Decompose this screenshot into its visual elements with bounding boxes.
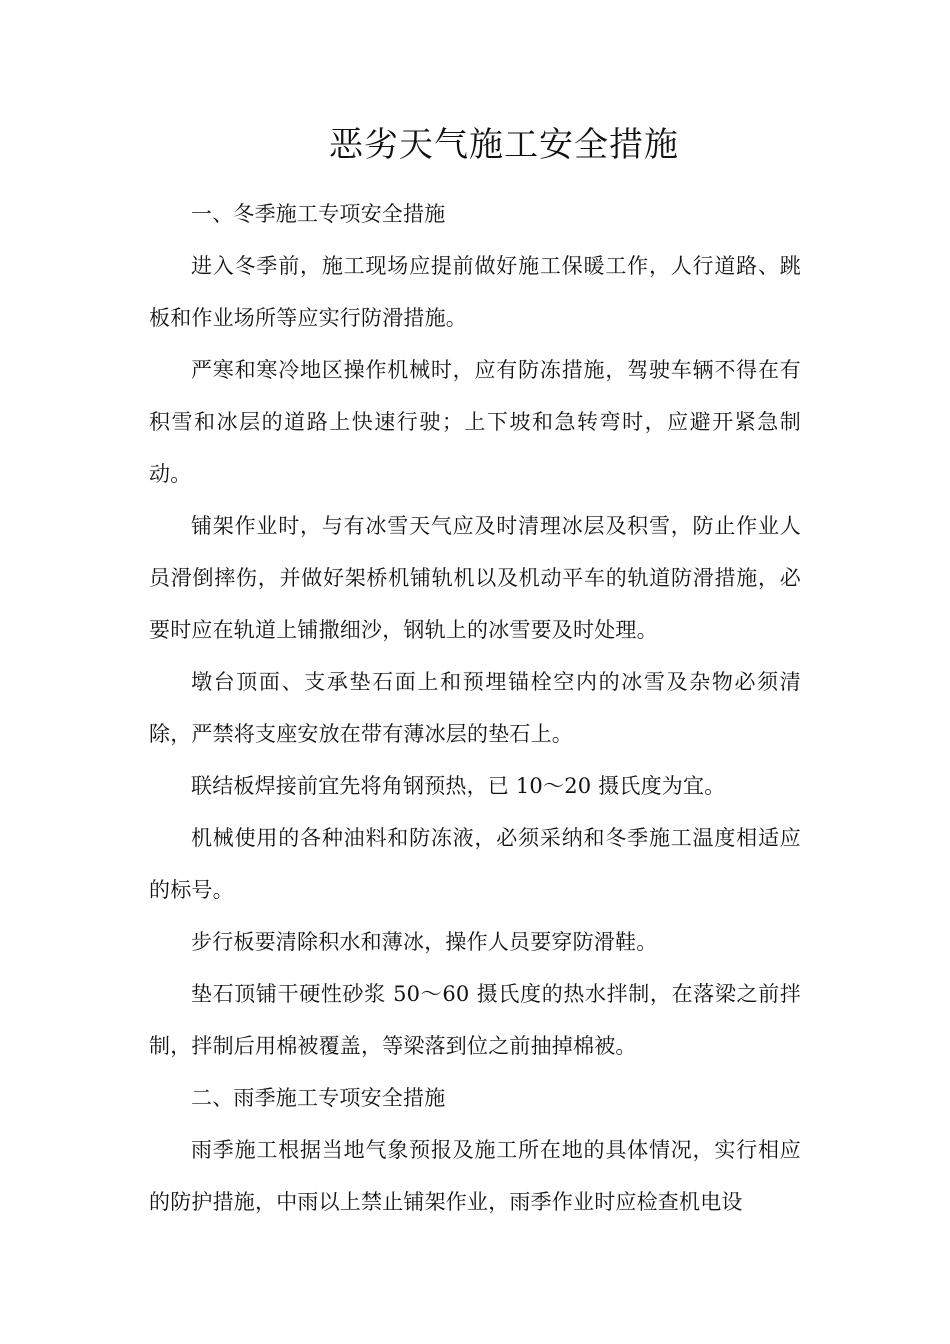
paragraph: 铺架作业时，与有冰雪天气应及时清理冰层及积雪，防止作业人员滑倒摔伤，并做好架桥机铺轨机以及机动平车的轨道防滑措施，必要时应在轨道上铺撒细沙，钢轨上的冰雪要及时处理。 — [149, 514, 801, 642]
section-heading-rainy: 二、雨季施工专项安全措施 — [191, 1086, 446, 1110]
paragraph: 垫石顶铺干硬性砂浆 50～60 摄氏度的热水拌制，在落梁之前拌制，拌制后用棉被覆盖，等梁落到位之前抽掉棉被。 — [149, 982, 801, 1058]
document-body — [149, 188, 801, 1228]
document-title: 恶劣天气施工安全措施 — [329, 125, 679, 165]
paragraph: 墩台顶面、支承垫石面上和预埋锚栓空内的冰雪及杂物必须清除，严禁将支座安放在带有薄冰层的垫石上。 — [149, 670, 801, 746]
section-heading-winter: 一、冬季施工专项安全措施 — [191, 202, 446, 226]
paragraph: 机械使用的各种油料和防冻液，必须采纳和冬季施工温度相适应的标号。 — [149, 826, 801, 902]
paragraph: 雨季施工根据当地气象预报及施工所在地的具体情况，实行相应的防护措施，中雨以上禁止铺架作业，雨季作业时应检查机电设 — [149, 1138, 801, 1214]
paragraph: 联结板焊接前宜先将角钢预热，已 10～20 摄氏度为宜。 — [191, 774, 726, 798]
paragraph: 进入冬季前，施工现场应提前做好施工保暖工作，人行道路、跳板和作业场所等应实行防滑措施。 — [149, 254, 801, 330]
paragraph: 严寒和寒冷地区操作机械时，应有防冻措施，驾驶车辆不得在有积雪和冰层的道路上快速行驶；上下坡和急转弯时，应避开紧急制动。 — [149, 358, 801, 486]
paragraph: 步行板要清除积水和薄冰，操作人员要穿防滑鞋。 — [191, 930, 658, 954]
